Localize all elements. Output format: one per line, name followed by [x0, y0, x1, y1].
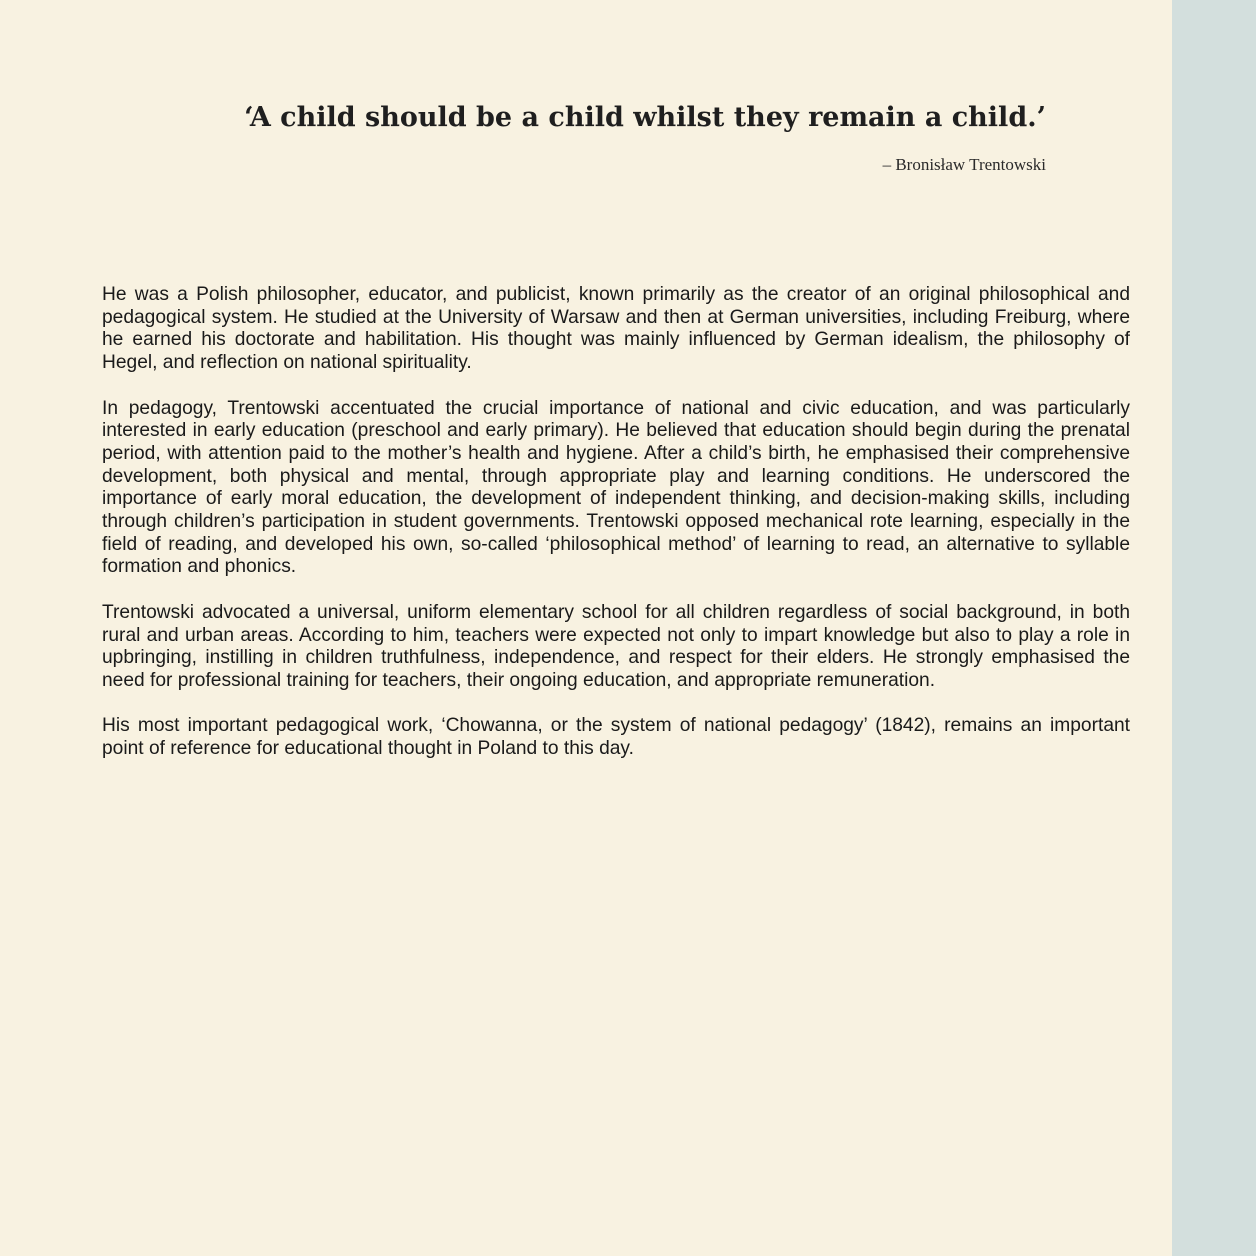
paragraph-2: In pedagogy, Trentowski accentuated the crucial importance of national and civic education, and was particularly interested in early education (preschool and early primary). He believed that education should begin during the prenatal period, with attention paid to the mother’s health and hygiene. After a child’s birth, he emphasised their comprehensive development, both physical and mental, through appropriate play and learning conditions. He underscored the importance of early moral education, the development of independent thinking, and decision-making skills, including through children’s participation in student governments. Trentowski opposed mechanical rote learning, especially in the field of reading, and developed his own, so-called ‘philosophical method’ of learning to read, an alternative to syllable formation and phonics.	[102, 397, 1130, 578]
paragraph-3: Trentowski advocated a universal, uniform elementary school for all children regardless of social background, in both rural and urban areas. According to him, teachers were expected not only to impart knowledge but also to play a role in upbringing, instilling in children truthfulness, independence, and respect for their elders. He strongly emphasised the need for professional training for teachers, their ongoing education, and appropriate remuneration.	[102, 601, 1130, 691]
side-color-band	[1172, 0, 1256, 1256]
biography-text	[102, 284, 1130, 783]
paragraph-1: He was a Polish philosopher, educator, and publicist, known primarily as the creator of an original philosophical and pedagogical system. He studied at the University of Warsaw and then at German universities, including Freiburg, where he earned his doctorate and habilitation. His thought was mainly influenced by German idealism, the philosophy of Hegel, and reflection on national spirituality.	[102, 284, 1130, 374]
paragraph-4: His most important pedagogical work, ‘Chowanna, or the system of national pedagogy’ (1842), remains an important point of reference for educational thought in Poland to this day.	[102, 715, 1130, 760]
quote-attribution: – Bronisław Trentowski	[882, 155, 1046, 174]
quote-heading: ‘A child should be a child whilst they remain a child.’	[244, 102, 1046, 133]
